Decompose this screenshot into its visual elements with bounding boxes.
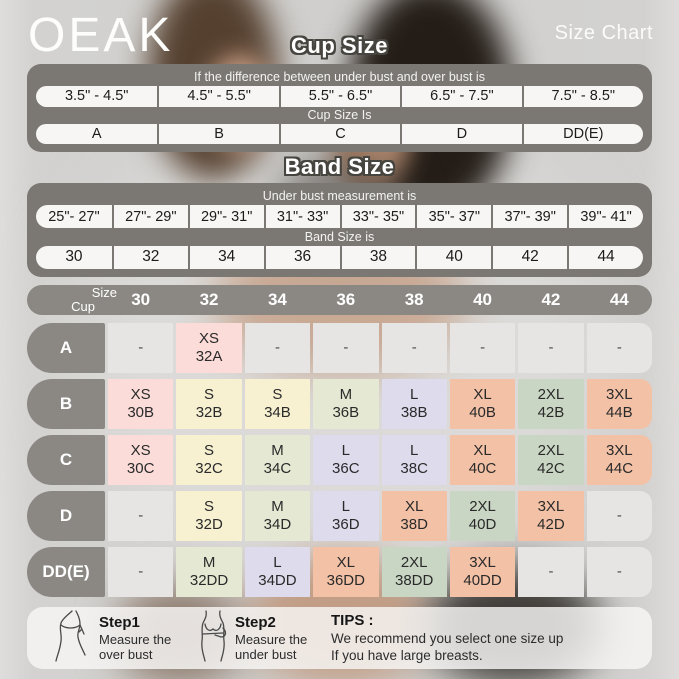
size-cell: [176, 491, 241, 541]
size-cell: [382, 435, 447, 485]
size-cell: [176, 435, 241, 485]
cup-size-title: Cup Size: [291, 33, 388, 58]
size-cell: [518, 379, 583, 429]
step1-text-line2: over bust: [99, 647, 153, 662]
cell-size: XL: [473, 442, 492, 459]
cell-size: XS: [199, 330, 220, 347]
band-number-cell: 34: [188, 246, 264, 269]
cell-size: -: [616, 507, 622, 524]
cell-code: 32B: [195, 404, 223, 421]
size-cell: [587, 491, 652, 541]
cell-code: 42C: [537, 460, 565, 477]
matrix-row-dde: [27, 547, 652, 597]
size-cell: [313, 379, 378, 429]
corner-cup-label: Cup: [71, 299, 95, 314]
cell-size: 2XL: [537, 386, 565, 403]
cell-size: L: [410, 442, 419, 459]
cell-code: 42B: [537, 404, 565, 421]
size-cell: [518, 547, 583, 597]
size-cell: [245, 491, 310, 541]
cell-code: 32C: [195, 460, 223, 477]
cup-letter-cell: D: [400, 124, 521, 145]
size-cell: [382, 491, 447, 541]
band-range-cell: 25"- 27": [48, 208, 100, 225]
cell-code: 34C: [263, 460, 292, 477]
matrix-row-b: [27, 379, 652, 429]
size-cell: [518, 491, 583, 541]
band-range-cell: 27"- 29": [112, 205, 188, 228]
cell-size: M: [271, 498, 284, 515]
cell-code: 40B: [469, 404, 496, 421]
cell-size: XL: [473, 386, 492, 403]
cell-code: 38D: [400, 516, 428, 533]
cell-code: 38DD: [395, 572, 434, 589]
tips-text-line2: If you have large breasts.: [331, 648, 483, 663]
size-cell: [313, 491, 378, 541]
brand-logo: OEAK: [28, 9, 174, 62]
cup-letter-row: [36, 124, 643, 145]
cell-size: -: [480, 339, 486, 356]
tips-title: TIPS :: [331, 612, 374, 629]
matrix-column-header: 44: [609, 290, 629, 309]
band-number-cell: 36: [264, 246, 340, 269]
size-cell: [108, 323, 173, 373]
page-title: Size Chart: [554, 22, 653, 44]
step1-title: Step1: [99, 614, 140, 631]
size-cell: [108, 547, 173, 597]
size-cell: [245, 435, 310, 485]
step2-text-line1: Measure the: [235, 632, 308, 647]
row-label: A: [27, 323, 105, 373]
cell-code: 30C: [126, 460, 155, 477]
size-cell: [382, 323, 447, 373]
cell-size: -: [548, 339, 554, 356]
matrix-column-header: 32: [199, 290, 219, 309]
band-range-cell: 37"- 39": [491, 205, 567, 228]
cell-code: 44B: [605, 404, 633, 421]
cell-size: -: [274, 339, 280, 356]
size-cell: [587, 547, 652, 597]
cell-size: 3XL: [605, 442, 633, 459]
step2-block: [235, 614, 325, 662]
cell-code: 34DD: [258, 572, 297, 589]
cell-code: 30B: [127, 404, 155, 421]
cup-letter-cell: C: [279, 124, 400, 145]
size-cell: [313, 435, 378, 485]
size-cell: [313, 323, 378, 373]
cell-code: 38C: [400, 460, 428, 477]
size-cell: [176, 379, 241, 429]
cell-size: 3XL: [537, 498, 565, 515]
cell-size: 3XL: [469, 554, 496, 571]
cup-range-cell: 7.5" - 8.5": [522, 86, 643, 107]
cup-range-row: [36, 86, 643, 107]
cell-size: 2XL: [469, 498, 496, 515]
cell-size: 2XL: [537, 442, 565, 459]
cup-range-cell: 3.5" - 4.5": [64, 88, 129, 105]
cup-size-is-caption: Cup Size Is: [307, 107, 372, 122]
size-cell: [108, 491, 173, 541]
cell-size: M: [271, 442, 284, 459]
size-cell: [450, 547, 515, 597]
size-cell: [587, 379, 652, 429]
cell-size: M: [202, 554, 216, 571]
band-size-is-caption: Band Size is: [304, 229, 375, 244]
size-cell: [245, 547, 310, 597]
band-number-cell: 42: [491, 246, 567, 269]
step2-title: Step2: [235, 614, 276, 631]
cell-code: 36C: [332, 460, 360, 477]
cell-code: 40C: [468, 460, 497, 477]
cell-code: 38B: [400, 404, 428, 421]
size-cell: [313, 547, 378, 597]
cup-letter-cell: B: [157, 124, 278, 145]
cell-size: XS: [130, 386, 151, 403]
cell-code: 34B: [264, 404, 291, 421]
cell-code: 40D: [468, 516, 497, 533]
cell-code: 34D: [263, 516, 292, 533]
cup-size-table: [27, 64, 652, 152]
cell-size: -: [138, 507, 144, 524]
cell-code: 32DD: [189, 572, 229, 589]
band-range-cell: 35"- 37": [415, 205, 491, 228]
cell-size: L: [273, 554, 282, 571]
size-cell: [382, 379, 447, 429]
cell-code: 36DD: [326, 572, 365, 589]
band-range-cell: 39"- 41": [567, 205, 643, 228]
cup-letter-cell: A: [91, 125, 102, 142]
cell-code: 40DD: [463, 572, 502, 589]
cell-code: 32D: [195, 516, 223, 533]
matrix-column-header: 42: [541, 290, 561, 309]
band-range-cell: 31"- 33": [264, 205, 340, 228]
size-cell: [245, 379, 310, 429]
size-cell: [382, 547, 447, 597]
cell-code: 42D: [537, 516, 565, 533]
size-cell: [587, 323, 652, 373]
tips-text-line1: We recommend you select one size up: [331, 631, 564, 646]
size-matrix: [27, 285, 652, 597]
band-number-cell: 40: [415, 246, 491, 269]
size-cell: [450, 435, 515, 485]
size-cell: [108, 379, 173, 429]
cell-code: 44C: [605, 460, 634, 477]
cell-size: S: [204, 498, 215, 515]
band-range-cell: 29"- 31": [188, 205, 264, 228]
tips-block: [331, 612, 652, 664]
cell-size: -: [616, 563, 622, 580]
measure-over-bust-figure-icon: [53, 610, 87, 667]
matrix-row-a: [27, 323, 652, 373]
size-cell: [518, 323, 583, 373]
size-cell: [245, 323, 310, 373]
cell-size: L: [410, 386, 419, 403]
row-label: C: [27, 435, 105, 485]
cell-size: -: [138, 563, 144, 580]
cup-range-cell: 5.5" - 6.5": [279, 86, 400, 107]
size-cell: [450, 323, 515, 373]
band-range-row: [36, 205, 643, 228]
cell-size: -: [411, 339, 417, 356]
band-number-row: [36, 246, 643, 269]
band-range-cell: 33"- 35": [340, 205, 416, 228]
cell-size: S: [204, 386, 215, 403]
matrix-column-header: 38: [404, 290, 424, 309]
matrix-column-header: 34: [267, 290, 287, 309]
band-size-title: Band Size: [284, 154, 395, 179]
band-number-cell: 38: [340, 246, 416, 269]
band-table-caption: Under bust measurement is: [262, 189, 417, 203]
size-cell: [176, 323, 241, 373]
row-label: B: [27, 379, 105, 429]
size-cell: [587, 435, 652, 485]
cell-size: L: [341, 442, 350, 459]
matrix-column-header: 40: [473, 290, 493, 309]
cell-size: XL: [336, 554, 355, 571]
cell-size: 3XL: [605, 386, 633, 403]
cell-size: -: [138, 339, 144, 356]
band-number-cell: 32: [112, 246, 188, 269]
matrix-header-row: [27, 285, 652, 315]
cup-letter-cell: DD(E): [522, 124, 643, 145]
matrix-row-c: [27, 435, 652, 485]
size-cell: [450, 379, 515, 429]
cell-size: M: [339, 386, 353, 403]
cell-size: S: [204, 442, 215, 459]
band-size-table: [27, 183, 652, 277]
step2-text-line2: under bust: [235, 647, 297, 662]
step1-block: [99, 614, 189, 662]
matrix-row-d: [27, 491, 652, 541]
cup-table-caption: If the difference between under bust and over bust is: [194, 70, 485, 84]
matrix-corner-header: [27, 285, 117, 315]
cell-code: 32A: [195, 348, 223, 365]
measure-under-bust-figure-icon: [197, 610, 229, 667]
size-cell: [518, 435, 583, 485]
row-label: DD(E): [27, 547, 105, 597]
matrix-column-header: 36: [336, 290, 356, 309]
cell-size: XS: [130, 442, 151, 459]
row-label: D: [27, 491, 105, 541]
cell-size: S: [272, 386, 283, 403]
cup-range-cell: 4.5" - 5.5": [157, 86, 278, 107]
cell-size: 2XL: [400, 554, 428, 571]
cell-code: 36D: [332, 516, 360, 533]
corner-size-label: Size: [91, 285, 117, 300]
step1-text-line1: Measure the: [99, 632, 172, 647]
cell-size: -: [343, 339, 349, 356]
size-cell: [450, 491, 515, 541]
band-number-cell: 44: [567, 246, 643, 269]
cell-size: XL: [405, 498, 424, 515]
measuring-instructions-panel: [27, 607, 652, 669]
size-cell: [108, 435, 173, 485]
matrix-column-header: 30: [131, 290, 151, 309]
size-cell: [176, 547, 241, 597]
cell-size: -: [548, 563, 554, 580]
band-number-cell: 30: [65, 248, 83, 266]
cup-range-cell: 6.5" - 7.5": [400, 86, 521, 107]
cell-size: -: [616, 339, 622, 356]
cell-size: L: [341, 498, 350, 515]
cell-code: 36B: [332, 404, 360, 421]
